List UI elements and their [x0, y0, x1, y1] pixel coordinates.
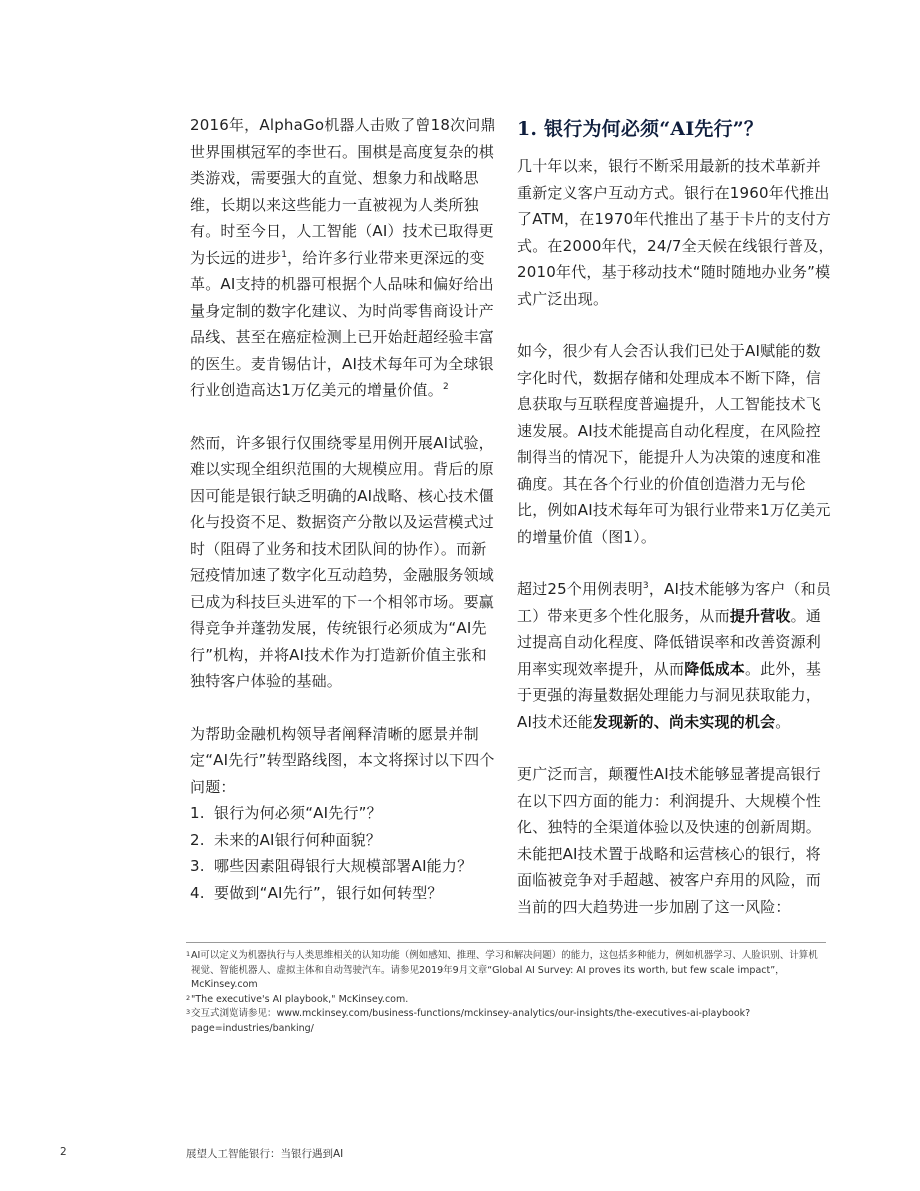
- list-item: 2. 未来的AI银行何种面貌？: [190, 830, 382, 849]
- list-item: 3. 哪些因素阻碍银行大规模部署AI能力？: [190, 857, 473, 875]
- history-paragraph: 几十年以来，银行不断采用最新的技术革新并重新定义客户互动方式。银行在1960年代推出了ATM，在1970年代推出了基于卡片的支付方式。在2000年代，24/7全天候在线银行普及，2010年代，基于移动技术“随时随地办业务”模式广泛出现。: [517, 157, 834, 308]
- page-number: 2: [60, 1146, 67, 1158]
- list-item: 1. 银行为何必须“AI先行”？: [190, 804, 382, 822]
- section-heading: 1. 银行为何必须“AI先行”？: [517, 118, 764, 140]
- challenges-paragraph: 然而，许多银行仅围绕零星用例开展AI试验，难以实现全组织范围的大规模应用。背后的原因可能是银行缺乏明确的AI战略、核心技术僵化与投资不足、数据资产分散以及运营模式过时（阻碍了业务和技术团队间的协作）。而新冠疫情加速了数字化互动趋势，金融服务领域已成为科技巨头进军的下一个相邻市场。要赢得竞争并蓬勃发展，传统银行必须成为“AI先行”机构，并将AI技术作为打造新价值主张和独特客户体验的基础。: [190, 433, 495, 690]
- list-item: 4. 要做到“AI先行”，银行如何转型？: [190, 883, 443, 902]
- ai-era-paragraph: 如今，很少有人会否认我们已处于AI赋能的数字化时代，数据存储和处理成本不断下降，信息获取与互联程度普遍提升，人工智能技术飞速发展。AI技术能提高自动化程度，在风险控制得当的情况下，能提升人为决策的速度和准确度。其在各个行业的价值创造潜力无与伦比，例如AI技术每年可为银行业带来1万亿美元的增量价值（图1）。: [517, 342, 831, 546]
- highlight-opportunity: 发现新的、尚未实现的机会: [592, 712, 776, 731]
- use-cases-paragraph: 超过25个用例表明$^3$，AI技术能够为客户（和员工）带来更多个性化服务，从而提升营收。通过提高自动化程度、降低错误率和改善资源利用率实现效率提升，从而降低成本。此外，基于更强的海量数据处理能力与洞见获取能力，AI技术还能发现新的、尚未实现的机会。: [517, 580, 832, 731]
- right-column: [517, 112, 835, 946]
- highlight-revenue: 提升营收: [729, 606, 791, 625]
- footnote-ref-1[interactable]: 1: [281, 249, 288, 260]
- footnote-3[interactable]: 3 交互式浏览请参见：www.mckinsey.com/business-functions/mckinsey-analytics/our-insights/the-executives-ai-playbook?page=industries/banking/: [186, 1008, 751, 1034]
- footnote-2: 2 "The executive's AI playbook," McKinsey.com.: [186, 993, 409, 1005]
- footnotes: [186, 942, 826, 1036]
- question-list: [190, 800, 500, 906]
- highlight-cost: 降低成本: [684, 659, 746, 678]
- left-column: [190, 112, 500, 906]
- risk-paragraph: 更广泛而言，颠覆性AI技术能够显著提高银行在以下四方面的能力：利润提升、大规模个性化、独特的全渠道体验以及快速的创新周期。未能把AI技术置于战略和运营核心的银行，将面临被竞争对手超越、被客户弃用的风险，而当前的四大趋势进一步加剧了这一风险：: [517, 765, 822, 916]
- questions-intro: 为帮助金融机构领导者阐释清晰的愿景并制定“AI先行”转型路线图，本文将探讨以下四个问题：: [190, 724, 495, 796]
- footer-title: 展望人工智能银行：当银行遇到AI: [186, 1148, 344, 1160]
- intro-paragraph: 2016年，AlphaGo机器人击败了曾18次问鼎世界围棋冠军的李世石。围棋是高度复杂的棋类游戏，需要强大的直觉、想象力和战略思维，长期以来这些能力一直被视为人类所独有。时至今日，人工智能（AI）技术已取得更为长远的进步$^1$，给许多行业带来更深远的变革。AI支持的机器可根据个人品味和偏好给出量身定制的数字化建议、为时尚零售商设计产品线、甚至在癌症检测上已开始赶超经验丰富的医生。麦肯锡估计，AI技术每年可为全球银行业创造高达1万亿美元的增量价值。$^2$: [190, 116, 496, 399]
- footnote-1: 1 AI可以定义为机器执行与人类思维相关的认知功能（例如感知、推理、学习和解决问题）的能力，这包括多种能力，例如机器学习、人脸识别、计算机视觉、智能机器人、虚拟主体和自动驾驶汽车。请参见2019年9月文章“Global AI Survey: AI proves its worth, but few scale impact”，McKinsey.com: [186, 950, 818, 990]
- footnote-ref-3[interactable]: 3: [642, 581, 649, 591]
- footnote-ref-2[interactable]: 2: [442, 382, 449, 392]
